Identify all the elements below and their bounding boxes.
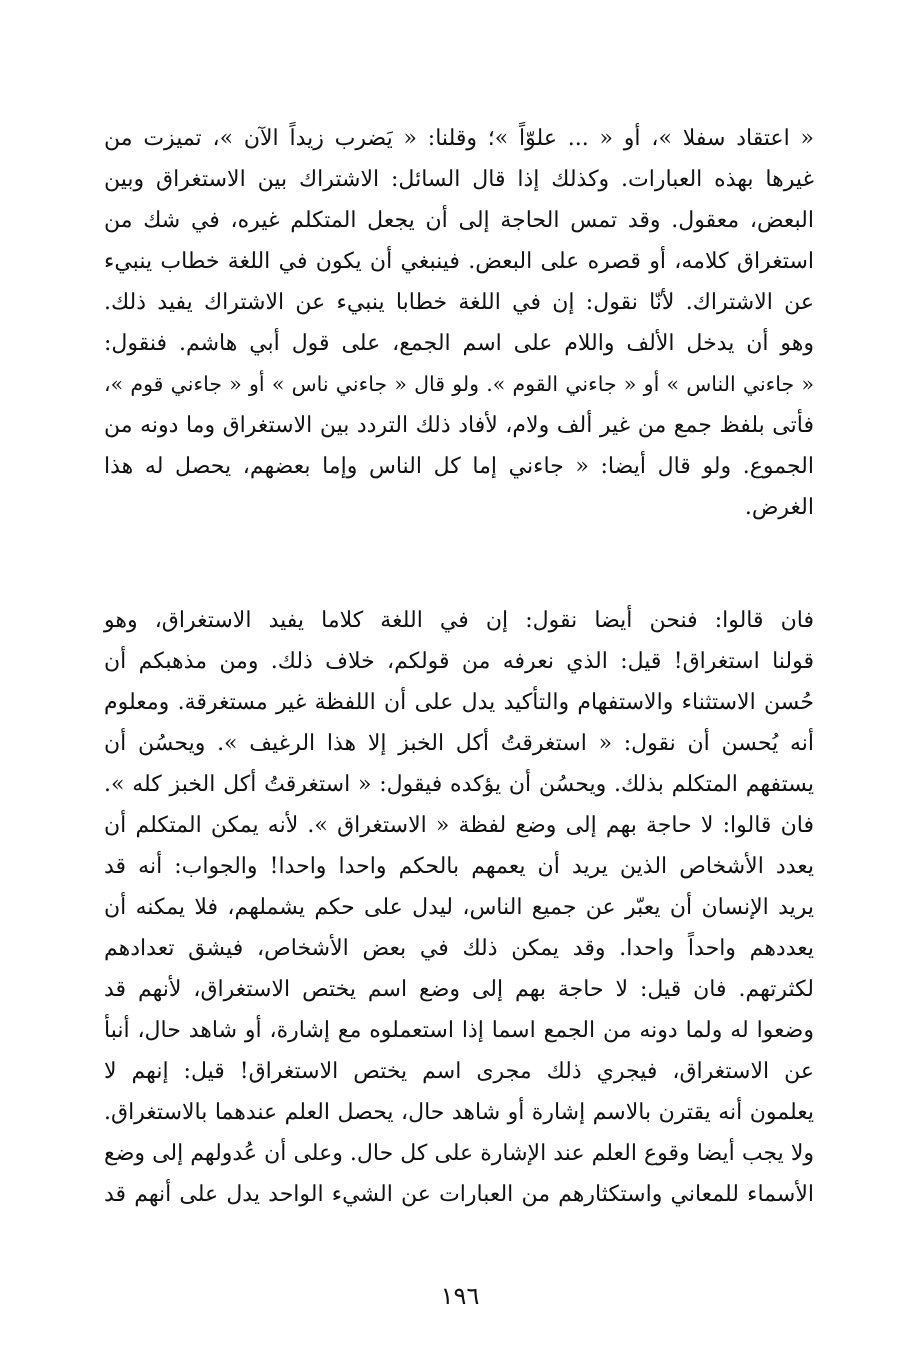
page-number: ١٩٦ bbox=[440, 1282, 480, 1310]
text-line: « اعتقاد سفلا »، أو « ... علوّاً »؛ وقلنا: « يَضرب زيداً الآن »، تميزت من bbox=[104, 126, 814, 151]
text-line: لكثرتهم. فان قيل: لا حاجة بهم إلى وضع اسم يختص الاستغراق، لأنهم قد bbox=[104, 977, 814, 1002]
text-line: فأتى بلفظ جمع من غير ألف ولام، لأفاد ذلك التردد بين الاستغراق وما دونه من bbox=[104, 413, 814, 438]
text-line: وهو أن يدخل الألف واللام على اسم الجمع، على قول أبي هاشم. فنقول: bbox=[104, 331, 814, 356]
paragraph-2 bbox=[104, 600, 814, 1215]
text-line: الأسماء للمعاني واستكثارهم من العبارات عن الشيء الواحد يدل على أنهم قد bbox=[104, 1182, 814, 1207]
text-line: يستفهم المتكلم بذلك. ويحسُن أن يؤكده فيقول: « استغرقتُ أكل الخبز كله ». bbox=[104, 772, 814, 797]
text-line: يعدد الأشخاص الذين يريد أن يعمهم بالحكم واحدا واحدا! والجواب: أنه قد bbox=[104, 854, 814, 879]
text-line: عن الاشتراك. لأنّا نقول: إن في اللغة خطابا ينبيء عن الاشتراك يفيد ذلك. bbox=[104, 290, 814, 315]
text-line: الجموع. ولو قال أيضا: « جاءني إما كل الناس وإما بعضهم، يحصل له هذا bbox=[104, 454, 815, 479]
text-line: ولا يجب أيضا وقوع العلم عند الإشارة على كل حال. وعلى أن عُدولهم إلى وضع bbox=[104, 1141, 814, 1166]
text-line: قولنا استغراق! قيل: الذي نعرفه من قولكم، خلاف ذلك. ومن مذهبكم أن bbox=[104, 649, 814, 674]
text-line: الغرض. bbox=[744, 495, 814, 520]
text-line: يعلمون أنه يقترن بالاسم إشارة أو شاهد حال، يحصل العلم عندهما بالاستغراق. bbox=[104, 1100, 814, 1125]
text-line: يعددهم واحداً واحدا. وقد يمكن ذلك في بعض الأشخاص، فيشق تعدادهم bbox=[104, 936, 814, 961]
text-line: « جاءني الناس » أو « جاءني القوم ». ولو قال « جاءني ناس » أو « جاءني قوم »، bbox=[104, 372, 814, 396]
text-line: فان قالوا: لا حاجة بهم إلى وضع لفظة « الاستغراق ». لأنه يمكن المتكلم أن bbox=[104, 813, 814, 838]
text-line: يريد الإنسان أن يعبّر عن جميع الناس، ليدل على حكم يشملهم، فلا يمكنه أن bbox=[104, 895, 814, 920]
text-line: أنه يُحسن أن نقول: « استغرقتُ أكل الخبز إلا هذا الرغيف ». ويحسُن أن bbox=[104, 731, 814, 756]
paragraph-1 bbox=[104, 118, 814, 528]
text-line: عن الاستغراق، فيجري ذلك مجرى اسم يختص الاستغراق! قيل: إنهم لا bbox=[104, 1059, 814, 1084]
text-line: حُسن الاستثناء والاستفهام والتأكيد يدل على أن اللفظة غير مستغرقة. ومعلوم bbox=[104, 690, 814, 715]
text-line: البعض، معقول. وقد تمس الحاجة إلى أن يجعل المتكلم غيره، في شك من bbox=[104, 208, 814, 233]
text-line: غيرها بهذه العبارات. وكذلك إذا قال السائل: الاشتراك بين الاستغراق وبين bbox=[104, 167, 814, 192]
text-line: وضعوا له ولما دونه من الجمع اسما إذا استعملوه مع إشارة، أو شاهد حال، أنبأ bbox=[104, 1018, 814, 1043]
text-line: فان قالوا: فنحن أيضا نقول: إن في اللغة كلاما يفيد الاستغراق، وهو bbox=[104, 608, 814, 633]
text-line: استغراق كلامه، أو قصره على البعض. فينبغي أن يكون في اللغة خطاب ينبيء bbox=[104, 249, 814, 274]
